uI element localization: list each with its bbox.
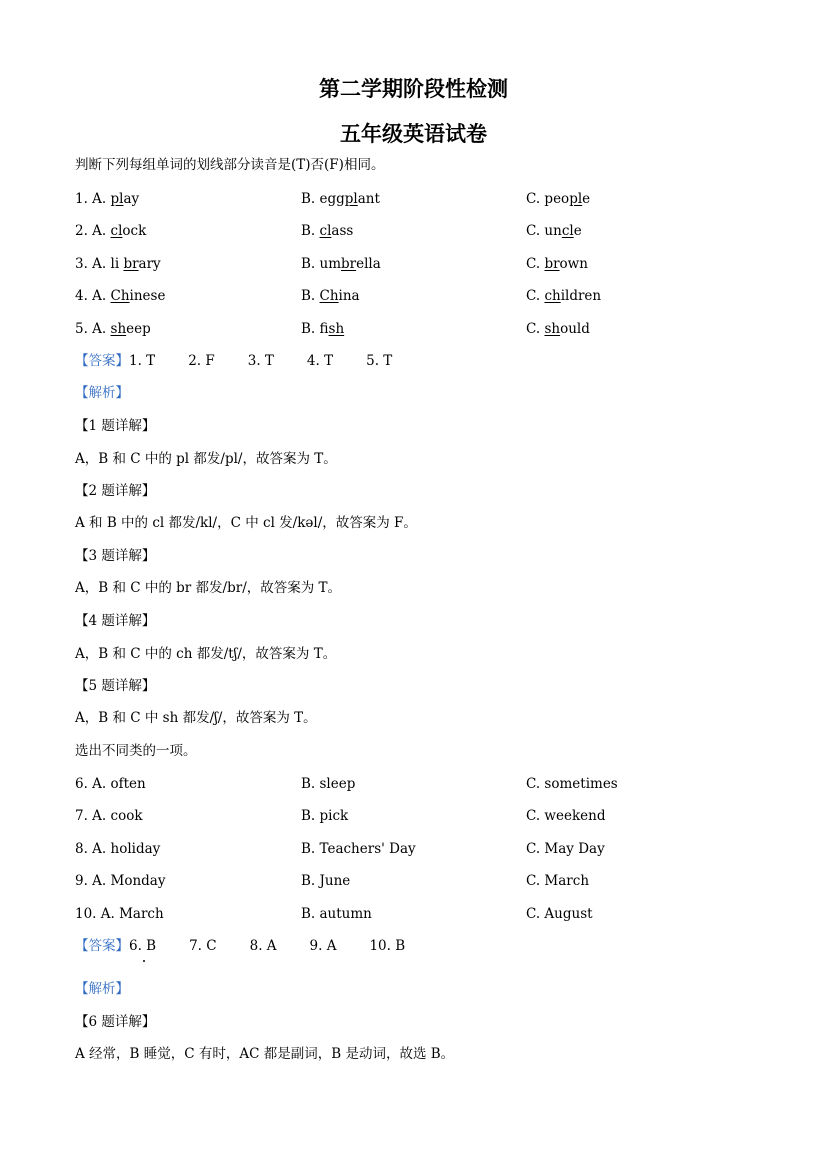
option-text-part: ella [356, 256, 381, 272]
question-7-b: B. pick [301, 808, 349, 824]
question-3-a [75, 255, 161, 273]
option-text-part: eep [126, 321, 151, 337]
detail-6-text: A 经常，B 睡觉，C 有时，AC 都是副词，B 是动词，故选 B。 [75, 1046, 455, 1062]
option-text-part: 3. A. li [75, 256, 124, 272]
detail-4-heading: 【4 题详解】 [75, 613, 156, 629]
question-6-b: B. sleep [301, 776, 356, 792]
option-text-part: C. un [526, 223, 562, 239]
detail-2-heading: 【2 题详解】 [75, 483, 156, 499]
question-9-c: C. March [526, 873, 590, 889]
answer-10: 10. B [369, 938, 406, 954]
option-text-part: 2. A. [75, 223, 111, 239]
underlined-letters: br [123, 256, 139, 272]
option-text-part: C. [526, 288, 545, 304]
detail-1-heading: 【1 题详解】 [75, 418, 156, 434]
question-10-c: C. August [526, 906, 593, 922]
underlined-letters: cl [319, 223, 332, 239]
question-8-b: B. Teachers' Day [301, 841, 416, 857]
underlined-letters: Ch [110, 288, 130, 304]
question-5-a [75, 320, 151, 338]
question-10-a: 10. A. March [75, 906, 164, 922]
answer-4: 4. T [306, 353, 334, 369]
underlined-letters: pl [569, 191, 583, 207]
detail-2-text: A 和 B 中的 cl 都发/kl/，C 中 cl 发/kəl/，故答案为 F。 [75, 515, 417, 531]
answer-8: 8. A [249, 938, 277, 954]
section1-answer-line [75, 352, 392, 370]
detail-5-text: A，B 和 C 中 sh 都发/ʃ/，故答案为 T。 [75, 710, 317, 726]
option-text-part: ildren [560, 288, 602, 304]
detail-3-heading: 【3 题详解】 [75, 548, 156, 564]
section2-answer-line [75, 937, 405, 955]
question-5-c [526, 320, 590, 338]
question-4-c [526, 287, 601, 305]
option-text-part: own [559, 256, 588, 272]
underlined-letters: cl [561, 223, 574, 239]
question-7-a: 7. A. cook [75, 808, 143, 824]
option-text-part: ay [123, 191, 140, 207]
underlined-letters: sh [544, 321, 561, 337]
option-text-part: C. [526, 321, 545, 337]
underlined-letters: sh [110, 321, 127, 337]
answer-9: 9. A [309, 938, 337, 954]
question-2-c [526, 222, 582, 240]
question-4-b [301, 287, 360, 305]
answer-5: 5. T [366, 353, 393, 369]
document-subtitle: 五年级英语试卷 [340, 121, 487, 146]
underlined-letters: sh [328, 321, 345, 337]
detail-5-heading: 【5 题详解】 [75, 678, 156, 694]
option-text-part: 1. A. [75, 191, 111, 207]
underlined-letters: Ch [319, 288, 339, 304]
answer-tag: 【答案】 [75, 938, 129, 954]
underlined-letters: br [341, 256, 357, 272]
section2-instruction: 选出不同类的一项。 [75, 743, 197, 759]
option-text-part: ant [357, 191, 380, 207]
option-text-part: B. [301, 223, 320, 239]
detail-1-text: A，B 和 C 中的 pl 都发/pl/，故答案为 T。 [75, 451, 337, 467]
underlined-letters: cl [110, 223, 123, 239]
question-10-b: B. autumn [301, 906, 372, 922]
section1-instruction: 判断下列每组单词的划线部分读音是(T)否(F)相同。 [75, 157, 385, 173]
answer-tag: 【答案】 [75, 353, 129, 369]
underlined-letters: pl [344, 191, 358, 207]
answer-2: 2. F [188, 353, 215, 369]
question-7-c: C. weekend [526, 808, 606, 824]
stray-dot-mark [143, 960, 145, 962]
option-text-part: B. [301, 288, 320, 304]
option-text-part: C. [526, 256, 545, 272]
option-text-part: ass [331, 223, 354, 239]
underlined-letters: pl [110, 191, 124, 207]
option-text-part: ock [122, 223, 147, 239]
answer-6: 6. B [129, 938, 157, 954]
detail-3-text: A，B 和 C 中的 br 都发/br/，故答案为 T。 [75, 580, 342, 596]
question-8-c: C. May Day [526, 841, 605, 857]
section2-analysis-tag: 【解析】 [75, 981, 129, 997]
question-2-b [301, 222, 353, 240]
document-title: 第二学期阶段性检测 [319, 76, 508, 101]
option-text-part: 4. A. [75, 288, 111, 304]
question-2-a [75, 222, 146, 240]
option-text-part: 5. A. [75, 321, 111, 337]
option-text-part: C. peo [526, 191, 570, 207]
question-6-a: 6. A. often [75, 776, 146, 792]
question-1-c [526, 190, 590, 208]
option-text-part: ina [338, 288, 360, 304]
option-text-part: e [582, 191, 591, 207]
question-3-c [526, 255, 588, 273]
underlined-letters: ch [544, 288, 561, 304]
question-5-b [301, 320, 344, 338]
option-text-part: e [573, 223, 582, 239]
question-3-b [301, 255, 381, 273]
detail-6-heading: 【6 题详解】 [75, 1014, 156, 1030]
option-text-part: B. fi [301, 321, 329, 337]
question-9-a: 9. A. Monday [75, 873, 166, 889]
option-text-part: ary [138, 256, 161, 272]
question-4-a [75, 287, 165, 305]
question-1-a [75, 190, 139, 208]
answer-3: 3. T [247, 353, 274, 369]
question-1-b [301, 190, 380, 208]
answer-1: 1. T [129, 353, 156, 369]
question-6-c: C. sometimes [526, 776, 618, 792]
option-text-part: ould [560, 321, 590, 337]
section1-analysis-tag: 【解析】 [75, 385, 129, 401]
question-8-a: 8. A. holiday [75, 841, 161, 857]
option-text-part: inese [129, 288, 166, 304]
option-text-part: B. egg [301, 191, 345, 207]
answer-7: 7. C [189, 938, 217, 954]
underlined-letters: br [544, 256, 560, 272]
question-9-b: B. June [301, 873, 351, 889]
detail-4-text: A，B 和 C 中的 ch 都发/tʃ/，故答案为 T。 [75, 646, 337, 662]
option-text-part: B. um [301, 256, 341, 272]
